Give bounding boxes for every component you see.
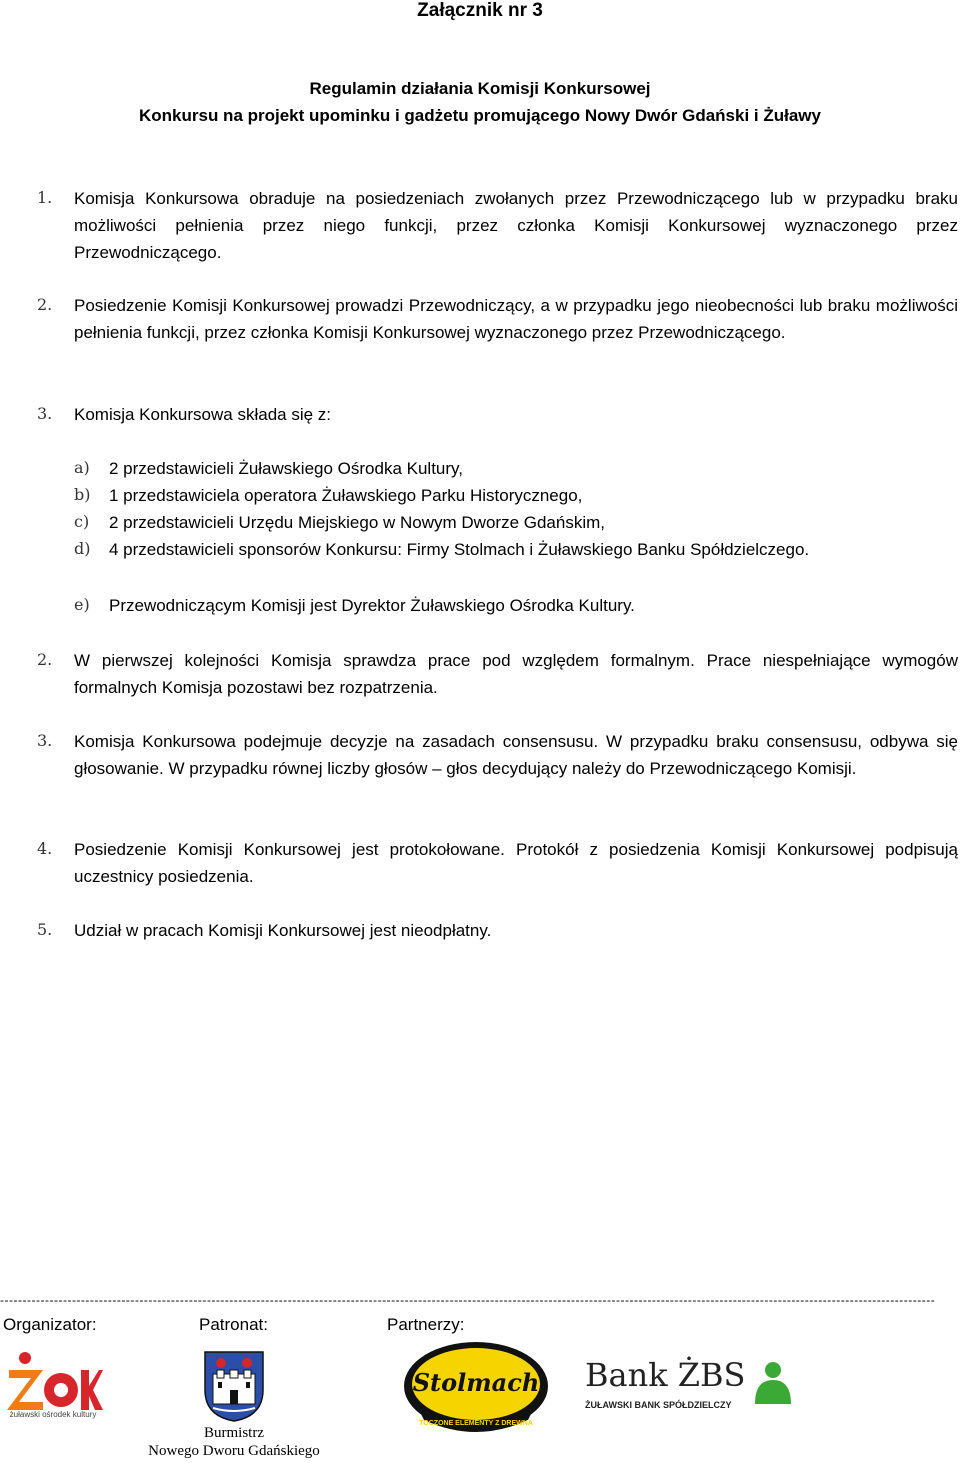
stolmach-wordmark: Stolmach xyxy=(412,1368,540,1397)
point-number: 3. xyxy=(37,731,53,750)
point-text: W pierwszej kolejności Komisja sprawdza prace pod względem formalnym. Prace niespełniające wymogów formalnych Komisja pozostawi bez rozpatrzenia. xyxy=(74,651,958,697)
attachment-title: Załącznik nr 3 xyxy=(417,0,543,21)
point-text: Posiedzenie Komisji Konkursowej prowadzi Przewodniczący, a w przypadku jego nieobecności lub braku możliwości pełnienia funkcji, przez członka Komisji Konkursowej wyznaczonego przez Przewodniczącego. xyxy=(74,296,958,342)
member-item: Przewodniczącym Komisji jest Dyrektor Żuławskiego Ośrodka Kultury. xyxy=(109,596,635,615)
zok-logo xyxy=(3,1350,103,1422)
point-text: Komisja Konkursowa składa się z: xyxy=(74,405,332,424)
stolmach-logo xyxy=(400,1340,552,1440)
crest-logo xyxy=(203,1350,265,1422)
stolmach-tagline: TOCZONE ELEMENTY Z DREWNA xyxy=(419,1420,533,1427)
point-number: 2. xyxy=(37,295,53,314)
member-label: b) xyxy=(74,485,91,504)
contest-title: Konkursu na projekt upominku i gadżetu promującego Nowy Dwór Gdański i Żuławy xyxy=(139,106,821,125)
point-text: Udział w pracach Komisji Konkursowej jest nieodpłatny. xyxy=(74,921,492,940)
bank-tagline: ŻUŁAWSKI BANK SPÓŁDZIELCZY xyxy=(585,1400,732,1410)
point-text: Komisja Konkursowa obraduje na posiedzeniach zwołanych przez Przewodniczącego lub w przypadku braku możliwości pełnienia przez niego funkcji, przez członka Komisji Konkursowej wyznaczonego przez Przewodniczącego. xyxy=(74,189,958,262)
patron-label: Patronat: xyxy=(199,1315,268,1334)
regulation-title: Regulamin działania Komisji Konkursowej xyxy=(309,79,651,98)
point-text: Posiedzenie Komisji Konkursowej jest protokołowane. Protokół z posiedzenia Komisji Konkursowej podpisują uczestnicy posiedzenia. xyxy=(74,840,958,886)
point-number: 1. xyxy=(37,188,53,207)
point-number: 5. xyxy=(37,920,53,939)
patron-caption xyxy=(134,1424,334,1460)
member-label: c) xyxy=(74,512,90,531)
footer-separator: ---------------------------------------------------------------------------------------------------------------------------------------------------------------------------------------------------------------- xyxy=(0,1293,936,1307)
member-label: a) xyxy=(74,458,90,477)
point-number: 3. xyxy=(37,404,53,423)
organizer-label: Organizator: xyxy=(3,1315,97,1334)
member-label: d) xyxy=(74,539,91,558)
zok-caption: żuławski ośrodek kultury xyxy=(9,1410,97,1419)
point-text: Komisja Konkursowa podejmuje decyzje na zasadach consensusu. W przypadku braku consensusu, odbywa się głosowanie. W przypadku równej liczby głosów – głos decydujący należy do Przewodniczącego Komisji. xyxy=(74,732,958,778)
patron-caption-line1: Burmistrz xyxy=(204,1425,264,1441)
member-item: 1 przedstawiciela operatora Żuławskiego Parku Historycznego, xyxy=(109,486,583,505)
bank-wordmark: Bank ŻBS xyxy=(585,1356,746,1394)
bank-zbs-logo xyxy=(585,1356,797,1416)
patron-caption-line2: Nowego Dworu Gdańskiego xyxy=(148,1443,320,1459)
point-number: 4. xyxy=(37,839,53,858)
member-item: 2 przedstawicieli Żuławskiego Ośrodka Kultury, xyxy=(109,459,463,478)
member-item: 4 przedstawicieli sponsorów Konkursu: Firmy Stolmach i Żuławskiego Banku Spółdzielczego. xyxy=(109,540,810,559)
partners-label: Partnerzy: xyxy=(387,1315,465,1334)
person-icon xyxy=(751,1360,795,1409)
member-item: 2 przedstawicieli Urzędu Miejskiego w Nowym Dworze Gdańskim, xyxy=(109,513,605,532)
point-number: 2. xyxy=(37,650,53,669)
member-label: e) xyxy=(74,595,90,614)
